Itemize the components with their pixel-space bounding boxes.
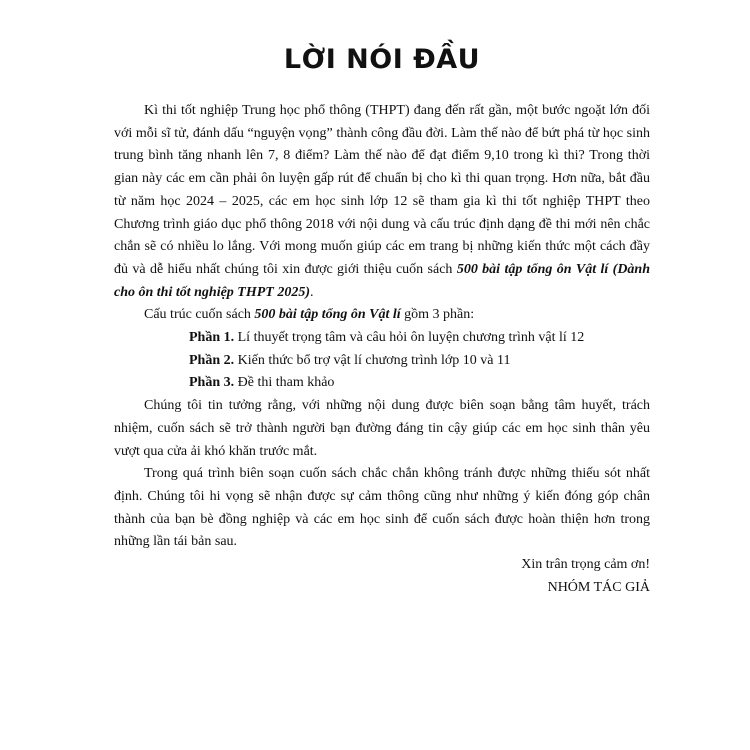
- book-title-short: 500 bài tập tổng ôn Vật lí: [254, 307, 401, 323]
- closing-paragraph: Trong quá trình biên soạn cuốn sách chắc chắn không tránh được những thiếu sót nhất định. Chúng tôi hi vọng sẽ nhận được sự cảm thông cũng như những ý kiến đóng góp chân thành của bạn bè đồng nghiệp và các em học sinh để cuốn sách được hoàn thiện hơn trong những lần tái bản sau.: [114, 466, 650, 550]
- intro-end: .: [310, 284, 314, 300]
- structure-suffix: gồm 3 phần:: [400, 307, 475, 323]
- part-1: [114, 327, 650, 350]
- part-3-label: Phần 3.: [189, 375, 235, 391]
- page-title: LỜI NÓI ĐẦU: [283, 44, 481, 75]
- signature: NHÓM TÁC GIẢ: [547, 579, 650, 595]
- structure-line: [114, 304, 650, 327]
- part-2: [114, 350, 650, 373]
- intro-paragraph: [114, 100, 650, 304]
- part-3: [114, 372, 650, 395]
- thanks-line: Xin trân trọng cảm ơn!: [521, 557, 650, 573]
- preface-page: [114, 40, 650, 599]
- part-2-text: Kiến thức bổ trợ vật lí chương trình lớp 10 và 11: [234, 352, 511, 368]
- part-1-label: Phần 1.: [189, 330, 235, 346]
- intro-text: Kì thi tốt nghiệp Trung học phổ thông (THPT) đang đến rất gần, một bước ngoặt lớn đối với mỗi sĩ tử, đánh dấu “nguyện vọng” thành công đầu đời. Làm thế nào để bứt phá từ học sinh trung bình tăng nhanh lên 7, 8 điểm? Làm thế nào để đạt điểm 9,10 trong kì thi? Trong thời gian này các em cần phải ôn luyện gấp rút để chuẩn bị cho kì thi quan trọng. Hơn nữa, bắt đầu từ năm học 2024 – 2025, các em học sinh lớp 12 sẽ tham gia kì thi tốt nghiệp THPT theo Chương trình giáo dục phổ thông 2018 với nội dung và cấu trúc định dạng đề thi mới nên chắc chắn sẽ có nhiều lo lắng. Với mong muốn giúp các em trang bị những kiến thức một cách đầy đủ và dễ hiểu nhất chúng tôi xin được giới thiệu cuốn sách: [114, 103, 650, 277]
- part-3-text: Đề thi tham khảo: [234, 375, 335, 391]
- part-2-label: Phần 2.: [189, 352, 235, 368]
- belief-paragraph: Chúng tôi tin tưởng rằng, với những nội dung được biên soạn bằng tâm huyết, trách nhiệm, cuốn sách sẽ trở thành người bạn đường đáng tin cậy giúp các em học sinh thân yêu vượt qua cửa ải khó khăn trước mắt.: [114, 398, 650, 459]
- structure-prefix: Cấu trúc cuốn sách: [144, 307, 255, 323]
- book-title: 500 bài tập tổng ôn Vật lí (Dành cho ôn thi tốt nghiệp THPT 2025): [114, 261, 650, 300]
- part-1-text: Lí thuyết trọng tâm và câu hỏi ôn luyện chương trình vật lí 12: [234, 330, 585, 346]
